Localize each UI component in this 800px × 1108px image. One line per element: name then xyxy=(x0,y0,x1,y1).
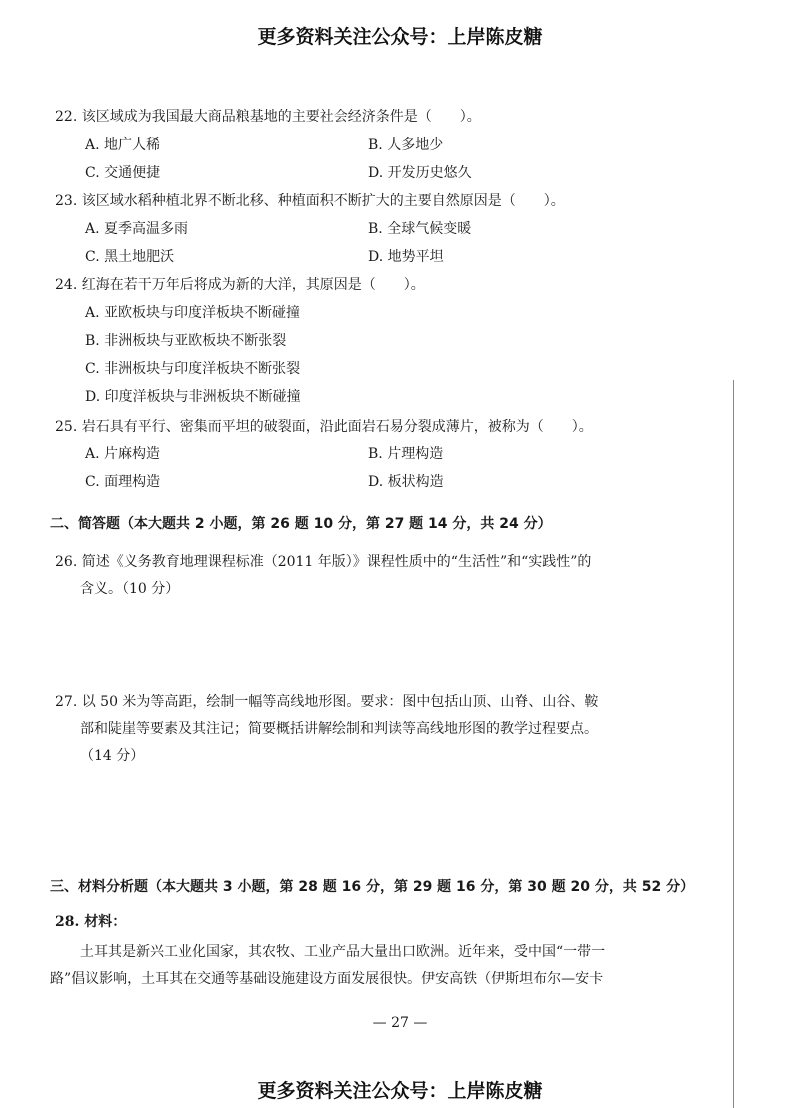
question-25-option-c: C. 面理构造 xyxy=(85,474,161,490)
section-2-heading: 二、简答题（本大题共 2 小题，第 26 题 10 分，第 27 题 14 分，共 24 分） xyxy=(50,516,552,532)
question-22-option-a: A. 地广人稀 xyxy=(85,137,161,153)
scan-edge-line xyxy=(733,380,734,1108)
question-23-stem: 23. 该区域水稻种植北界不断北移、种植面积不断扩大的主要自然原因是（ ）。 xyxy=(55,193,565,209)
question-22-stem: 22. 该区域成为我国最大商品粮基地的主要社会经济条件是（ ）。 xyxy=(55,109,481,125)
page-number: — 27 — xyxy=(372,1015,428,1031)
question-25-option-a: A. 片麻构造 xyxy=(85,446,161,462)
question-23-option-d: D. 地势平坦 xyxy=(368,249,444,265)
watermark-banner-bottom: 更多资料关注公众号：上岸陈皮糖 xyxy=(257,1080,543,1102)
question-27-line-2: 部和陡崖等要素及其注记；简要概括讲解绘制和判读等高线地形图的教学过程要点。 xyxy=(80,721,598,737)
question-27-line-3: （14 分） xyxy=(80,748,145,764)
question-25-option-d: D. 板状构造 xyxy=(368,474,444,490)
material-line-1: 土耳其是新兴工业化国家，其农牧、工业产品大量出口欧洲。近年来，受中国“一带一 xyxy=(80,944,606,960)
question-25-option-b: B. 片理构造 xyxy=(368,446,444,462)
question-24-option-c: C. 非洲板块与印度洋板块不断张裂 xyxy=(85,361,301,377)
section-3-heading: 三、材料分析题（本大题共 3 小题，第 28 题 16 分，第 29 题 16 分，第 30 题 20 分，共 52 分） xyxy=(50,879,695,895)
question-22-option-c: C. 交通便捷 xyxy=(85,165,161,181)
question-24-option-d: D. 印度洋板块与非洲板块不断碰撞 xyxy=(85,389,301,405)
watermark-banner-top: 更多资料关注公众号：上岸陈皮糖 xyxy=(257,26,543,48)
question-24-option-a: A. 亚欧板块与印度洋板块不断碰撞 xyxy=(85,305,301,321)
question-26-line-1: 26. 简述《义务教育地理课程标准（2011 年版）》课程性质中的“生活性”和“实践性”的 xyxy=(55,554,592,570)
material-line-2: 路”倡议影响，土耳其在交通等基础设施建设方面发展很快。伊安高铁（伊斯坦布尔—安卡 xyxy=(50,971,604,987)
question-24-option-b: B. 非洲板块与亚欧板块不断张裂 xyxy=(85,333,287,349)
question-23-option-b: B. 全球气候变暖 xyxy=(368,221,472,237)
question-22-option-d: D. 开发历史悠久 xyxy=(368,165,472,181)
question-28-label: 28. 材料： xyxy=(55,914,127,930)
question-22-option-b: B. 人多地少 xyxy=(368,137,444,153)
question-25-stem: 25. 岩石具有平行、密集而平坦的破裂面，沿此面岩石易分裂成薄片，被称为（ ）。 xyxy=(55,419,593,435)
question-24-stem: 24. 红海在若干万年后将成为新的大洋，其原因是（ ）。 xyxy=(55,277,425,293)
question-26-line-2: 含义。（10 分） xyxy=(80,581,180,597)
question-27-line-1: 27. 以 50 米为等高距，绘制一幅等高线地形图。要求：图中包括山顶、山脊、山谷、鞍 xyxy=(55,694,599,710)
question-23-option-a: A. 夏季高温多雨 xyxy=(85,221,189,237)
question-23-option-c: C. 黑土地肥沃 xyxy=(85,249,175,265)
